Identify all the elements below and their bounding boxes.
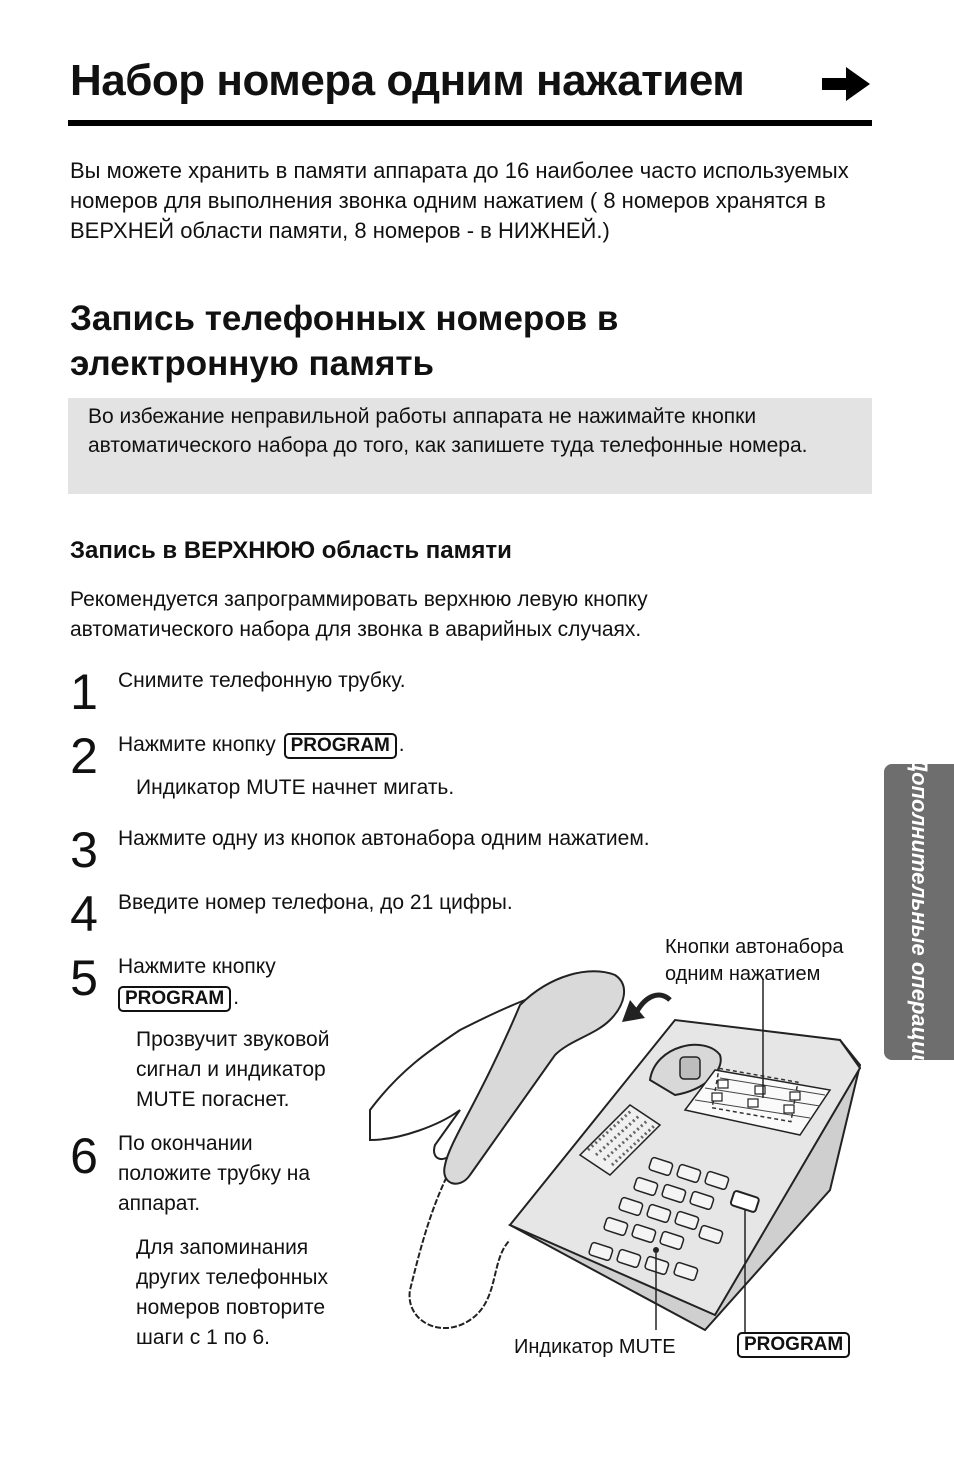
step-text-part: Нажмите кнопку xyxy=(118,733,282,756)
step-text xyxy=(118,730,405,760)
label-line: Кнопки автонабора xyxy=(665,936,844,958)
side-tab-label: Дополнительные операции xyxy=(907,756,932,1068)
label-mute-indicator: Индикатор MUTE xyxy=(514,1336,676,1358)
step-note xyxy=(136,1025,329,1115)
step-note xyxy=(136,1233,328,1353)
arrow-right-icon xyxy=(820,64,872,104)
recommendation-paragraph: Рекомендуется запрограммировать верхнюю левую кнопку автоматического набора для звонка в аварийных случаях. xyxy=(70,588,648,641)
label-line: одним нажатием xyxy=(665,963,821,985)
program-key: PROGRAM xyxy=(284,733,397,759)
step-number: 4 xyxy=(70,886,98,942)
subsection-heading: Запись в ВЕРХНЮЮ область памяти xyxy=(70,537,512,564)
step-text-part: . xyxy=(398,733,405,756)
step-number: 2 xyxy=(70,728,98,784)
hook-switch xyxy=(680,1057,700,1079)
step-text-line: аппарат. xyxy=(118,1192,201,1215)
step-note-line: шаги с 1 по 6. xyxy=(136,1326,270,1349)
step-note-line: Прозвучит звуковой xyxy=(136,1028,330,1051)
step-note-line: сигнал и индикатор xyxy=(136,1058,326,1081)
side-tab xyxy=(884,756,954,1068)
note-text: Во избежание неправильной работы аппарата не нажимайте кнопки автоматического набора до того, как запишете туда телефонные номера. xyxy=(88,405,808,457)
lift-arrow-icon xyxy=(635,995,670,1015)
step-text xyxy=(116,983,239,1013)
step-text-line: положите трубку на xyxy=(118,1162,311,1185)
step-note-line: MUTE погаснет. xyxy=(136,1088,290,1111)
title-divider xyxy=(68,120,872,126)
section-heading: Запись телефонных номеров в электронную память xyxy=(70,299,619,383)
step-text-part: . xyxy=(233,986,240,1009)
step-number: 6 xyxy=(70,1128,98,1184)
step-number: 5 xyxy=(70,950,98,1006)
step-text: Снимите телефонную трубку. xyxy=(118,669,406,692)
mute-indicator-dot xyxy=(653,1247,659,1253)
step-number: 3 xyxy=(70,822,98,878)
intro-paragraph: Вы можете хранить в памяти аппарата до 16 наиболее часто используемых номеров для выполнения звонка одним нажатием ( 8 номеров хранятся в ВЕРХНЕЙ области памяти, 8 номеров - в НИЖНЕЙ.) xyxy=(70,158,849,243)
phone-cord xyxy=(410,1170,510,1328)
step-text: Нажмите кнопку xyxy=(118,955,276,978)
program-key: PROGRAM xyxy=(118,986,231,1012)
step-note-line: Для запоминания xyxy=(136,1236,309,1259)
page-title: Набор номера одним нажатием xyxy=(70,56,745,105)
step-number: 1 xyxy=(70,664,98,720)
step-note-line: других телефонных xyxy=(136,1266,328,1289)
step-text-line: По окончании xyxy=(118,1132,253,1155)
step-note-line: номеров повторите xyxy=(136,1296,326,1319)
step-note: Индикатор MUTE начнет мигать. xyxy=(136,776,455,799)
step-text: Нажмите одну из кнопок автонабора одним нажатием. xyxy=(118,827,650,850)
step-text xyxy=(118,1129,310,1219)
telephone-illustration xyxy=(360,960,880,1360)
program-key: PROGRAM xyxy=(737,1332,850,1358)
step-text: Введите номер телефона, до 21 цифры. xyxy=(118,891,513,914)
